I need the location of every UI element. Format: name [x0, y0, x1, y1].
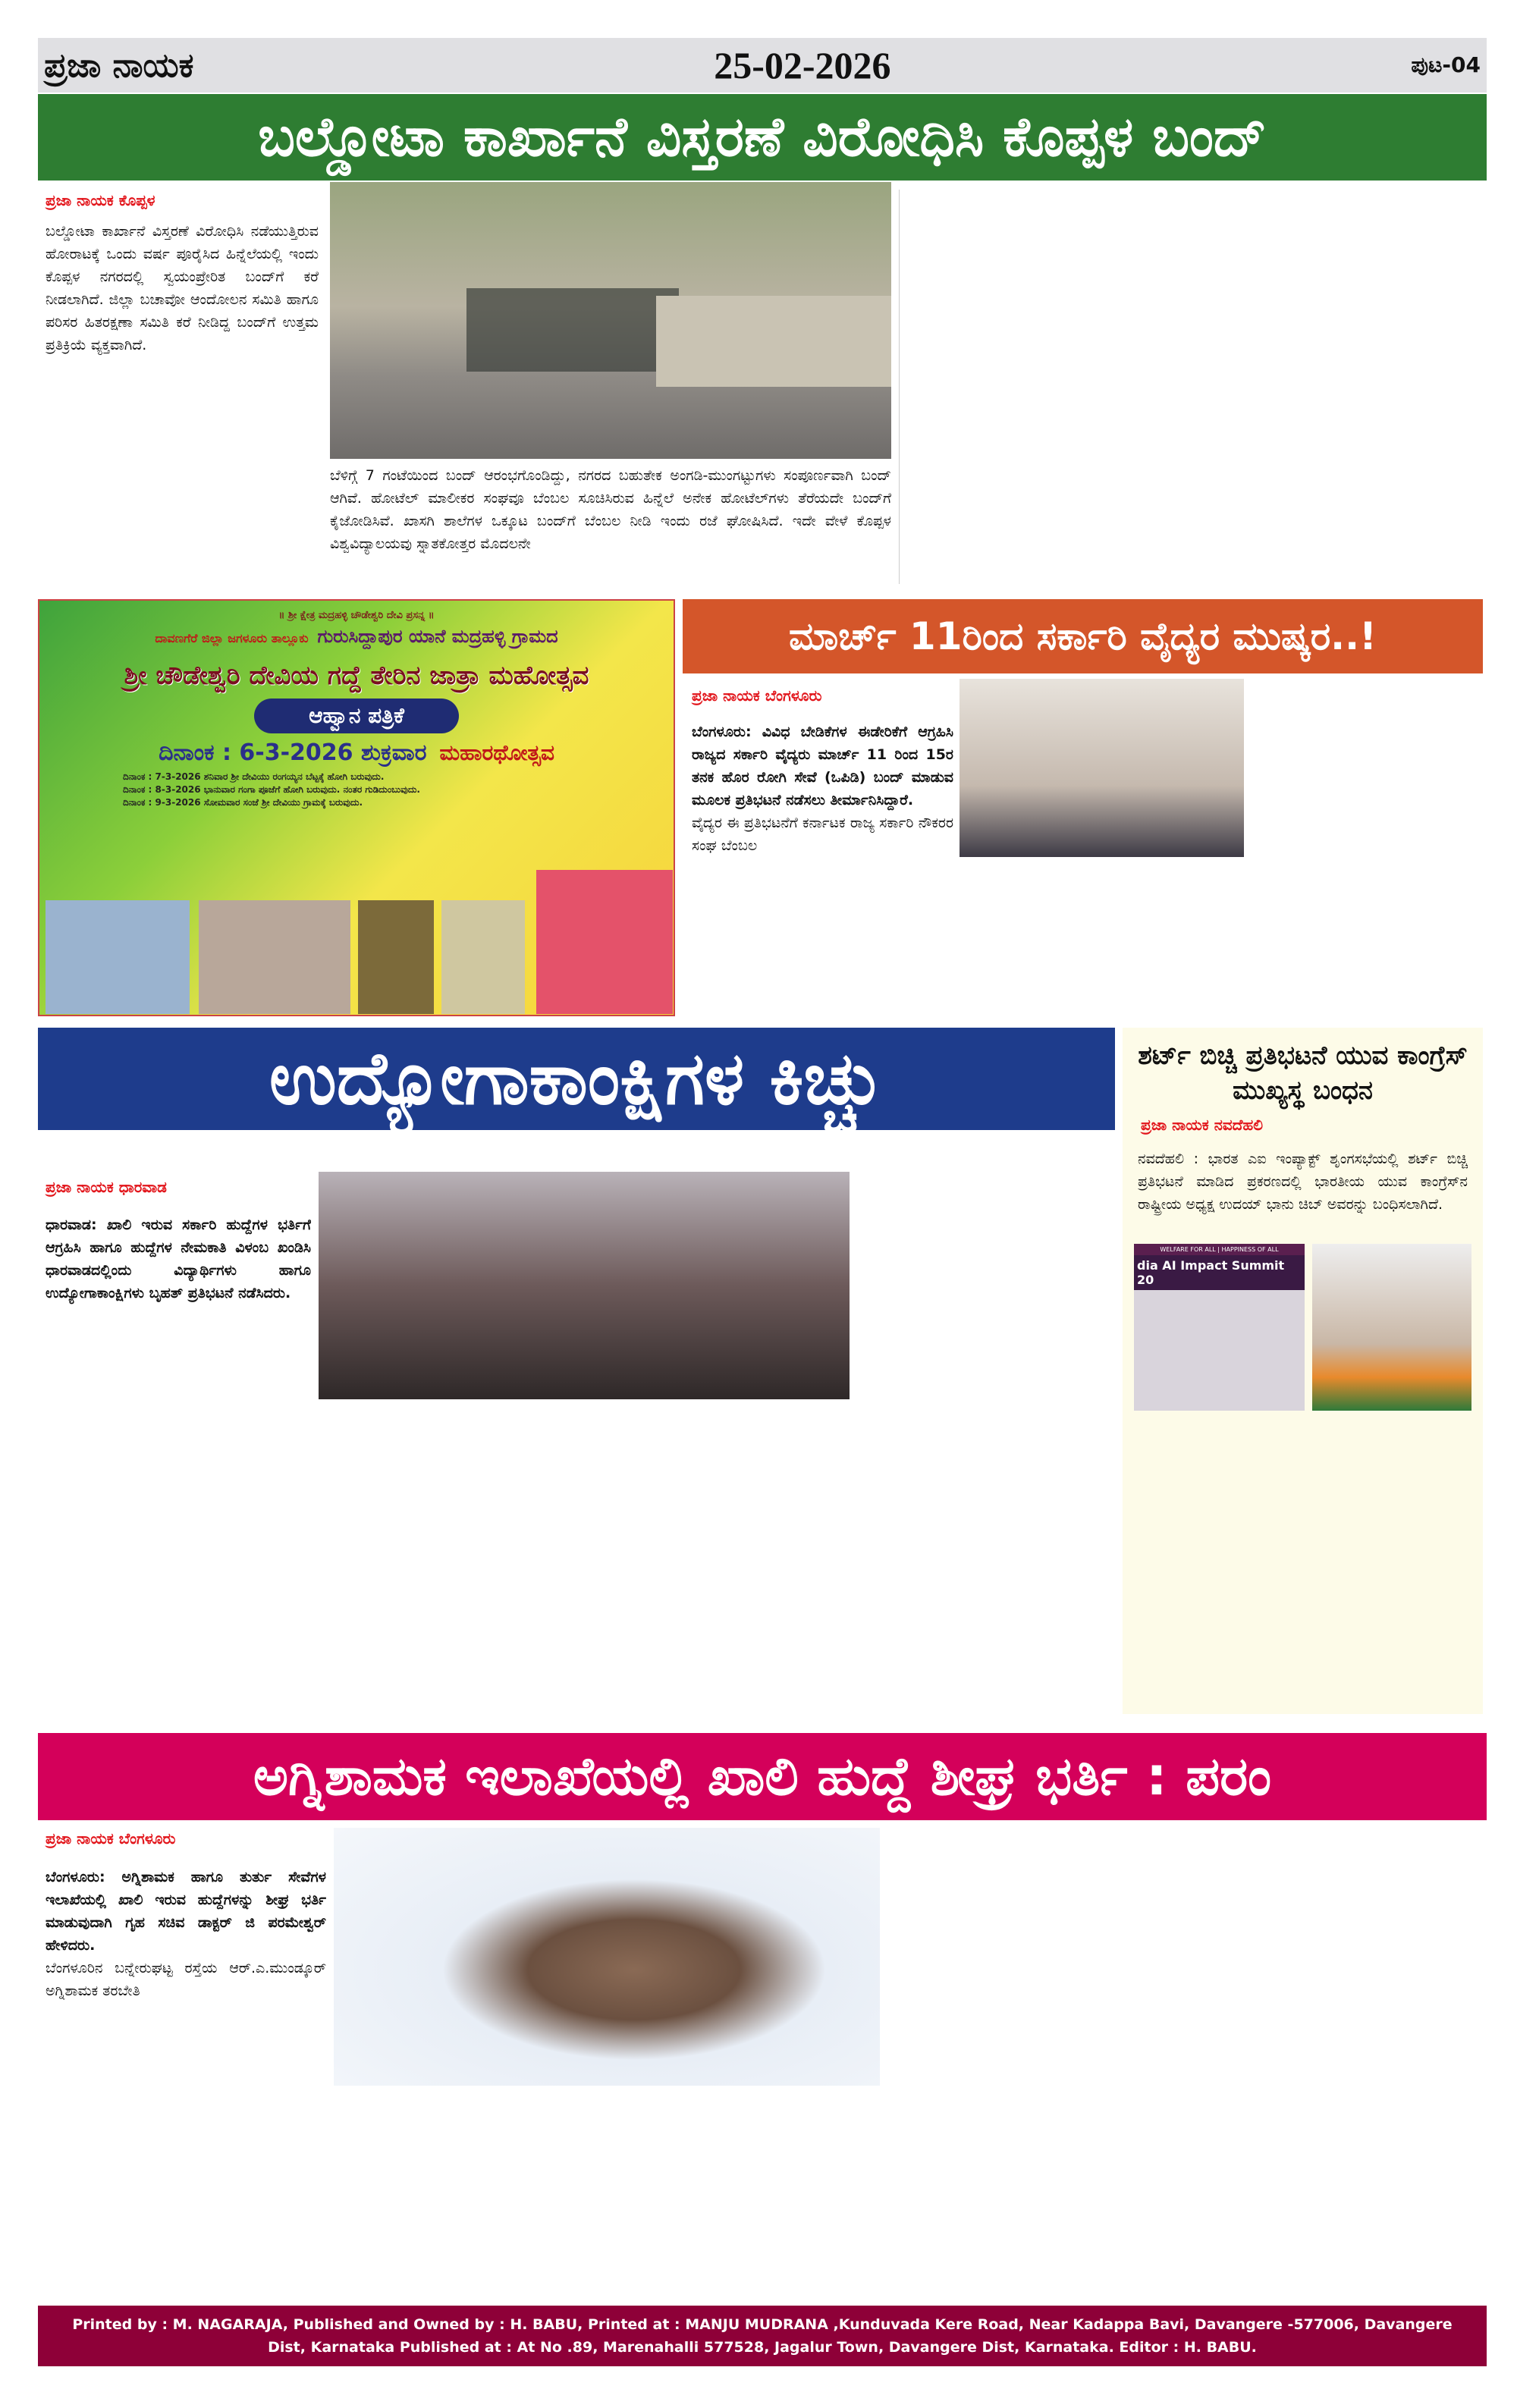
ad-schedule-item: ದಿನಾಂಕ : 7-3-2026 ಶನಿವಾರ ಶ್ರೀ ದೇವಿಯು ರಂಗಯ್ಯನ ಬೆಟ್ಟಕ್ಕೆ ಹೋಗಿ ಬರುವುದು. [123, 771, 385, 782]
chariot-photo [358, 900, 434, 1014]
story5-byline: ಪ್ರಜಾ ನಾಯಕ ಬೆಂಗಳೂರು [46, 1829, 176, 1848]
goddess-photo [441, 900, 525, 1014]
story2-byline: ಪ್ರಜಾ ನಾಯಕ ಬೆಂಗಳೂರು [692, 686, 822, 705]
story3-paragraph: ಧಾರವಾಡ: ಖಾಲಿ ಇರುವ ಸರ್ಕಾರಿ ಹುದ್ದೆಗಳ ಭರ್ತಿಗೆ ಆಗ್ರಹಿಸಿ ಹಾಗೂ ಹುದ್ದೆಗಳ ನೇಮಕಾತಿ ವಿಳಂಬ ಖಂಡಿಸಿ ಧಾರವಾಡದಲ್ಲಿಂದು ವಿದ್ಯಾರ್ಥಿಗಳು ಹಾಗೂ ಉದ್ಯೋಗಾಕಾಂಕ್ಷಿಗಳು ಬೃಹತ್ ಪ್ರತಿಭಟನೆ ನಡೆಸಿದರು. [46, 1217, 311, 1301]
story1-column-4 [1198, 190, 1479, 584]
story1-column-1 [46, 220, 319, 584]
ad-schedule-item: ದಿನಾಂಕ : 8-3-2026 ಭಾನುವಾರ ಗಂಗಾ ಪೂಜೆಗೆ ಹೋಗಿ ಬರುವುದು. ನಂತರ ಗುಡಿದುಂಬುವುದು. [123, 784, 420, 795]
story3-headline: ಉದ್ಯೋಗಾಕಾಂಕ್ಷಿಗಳ ಕಿಚ್ಚು [38, 1028, 1115, 1130]
story4-headline: ಶರ್ಟ್ ಬಿಚ್ಚಿ ಪ್ರತಿಭಟನೆ ಯುವ ಕಾಂಗ್ರೆಸ್ ಮುಖ್ಯಸ್ಥ ಬಂಧನ [1138, 1041, 1468, 1106]
ad-schedule-item: ದಿನಾಂಕ : 9-3-2026 ಸೋಮವಾರ ಸಂಜೆ ಶ್ರೀ ದೇವಿಯು ಗ್ರಾಮಕ್ಕೆ ಬರುವುದು. [123, 797, 363, 808]
koppal-bandh-photo [330, 182, 891, 459]
imprint-footer [38, 2306, 1487, 2366]
story5-paragraph: ಬೆಂಗಳೂರು: ಅಗ್ನಿಶಾಮಕ ಹಾಗೂ ತುರ್ತು ಸೇವೆಗಳ ಇಲಾಖೆಯಲ್ಲಿ ಖಾಲಿ ಇರುವ ಹುದ್ದೆಗಳನ್ನು ಶೀಘ್ರ ಭರ್ತಿ ಮಾಡುವುದಾಗಿ ಗೃಹ ಸಚಿವ ಡಾಕ್ಟರ್ ಜಿ ಪರಮೇಶ್ವರ್ ಹೇಳಿದರು. [46, 1869, 326, 1954]
story5-column-2 [334, 2093, 880, 2298]
ad-top-line: ॥ ಶ್ರೀ ಕ್ಷೇತ್ರ ಮದ್ರಹಳ್ಳಿ ಚೌಡೇಶ್ವರಿ ದೇವಿ ಪ್ರಸನ್ನ ॥ [278, 610, 435, 621]
story1-byline: ಪ್ರಜಾ ನಾಯಕ ಕೊಪ್ಪಳ [46, 191, 155, 209]
story4-text [1138, 1147, 1468, 1246]
jatra-ad [38, 599, 675, 1016]
deity-photo [199, 900, 350, 1014]
story4-byline: ಪ್ರಜಾ ನಾಯಕ ನವದೆಹಲಿ [1141, 1116, 1264, 1134]
leader-portrait [1312, 1244, 1471, 1411]
summit-banner: dia AI Impact Summit 20 [1134, 1255, 1305, 1290]
ad-invite: ಆಹ್ವಾನ ಪತ್ರಿಕೆ [254, 699, 459, 733]
story1-column-3 [906, 190, 1187, 584]
story3-column-1 [46, 1213, 311, 1706]
story1-headline: ಬಲ್ಡೋಟಾ ಕಾರ್ಖಾನೆ ವಿಸ್ತರಣೆ ವಿರೋಧಿಸಿ ಕೊಪ್ಪಳ ಬಂದ್ [38, 94, 1487, 181]
story2-paragraph: ವೈದ್ಯರ ಈ ಪ್ರತಿಭಟನೆಗೆ ಕರ್ನಾಟಕ ರಾಜ್ಯ ಸರ್ಕಾರಿ ನೌಕರರ ಸಂಘ ಬೆಂಬಲ [692, 815, 953, 854]
story4-text-continued [1138, 1422, 1468, 1706]
story2-headline: ಮಾರ್ಚ್ 11ರಿಂದ ಸರ್ಕಾರಿ ವೈದ್ಯರ ಮುಷ್ಕರ..! [683, 599, 1483, 673]
story5-column-1 [46, 1866, 326, 2298]
story4-box [1123, 1028, 1483, 1714]
story5-column-4 [1195, 1828, 1483, 2298]
footer-line: Dist, Karnataka Published at : At No .89, Marenahalli 577528, Jagalur Town, Davangere Dist, Karnataka. Editor : H. BABU. [268, 2339, 1257, 2356]
story3-column-2 [319, 1403, 850, 1706]
story2-column-2 [960, 861, 1244, 1016]
story5-column-3 [887, 1828, 1183, 2298]
summit-protest-photo [1134, 1244, 1305, 1411]
ad-main-date: ದಿನಾಂಕ : 6-3-2026 ಶುಕ್ರವಾರ [159, 739, 427, 766]
parameshwara-photo [334, 1828, 880, 2086]
building-shape [656, 296, 891, 387]
story2-column-3 [1252, 679, 1479, 1016]
issue-date: 25-02-2026 [714, 44, 891, 86]
newspaper-name: ಪ್ರಜಾ ನಾಯಕ [44, 46, 194, 85]
ad-main-event: ಮಹಾರಥೋತ್ಸವ [439, 740, 554, 765]
doctors-protest-photo [960, 679, 1244, 857]
ad-title: ಶ್ರೀ ಚೌಡೇಶ್ವರಿ ದೇವಿಯ ಗದ್ದೆ ತೇರಿನ ಜಾತ್ರಾ ಮಹೋತ್ಸವ [124, 661, 589, 691]
story5-paragraph: ಬೆಂಗಳೂರಿನ ಬನ್ನೇರುಘಟ್ಟ ರಸ್ತೆಯ ಆರ್.ಎ.ಮುಂಡ್ಕೂರ್ ಅಗ್ನಿಶಾಮಕ ತರಬೇತಿ [46, 1960, 326, 1999]
story3-byline: ಪ್ರಜಾ ನಾಯಕ ಧಾರವಾಡ [46, 1178, 167, 1196]
story5-headline: ಅಗ್ನಿಶಾಮಕ ಇಲಾಖೆಯಲ್ಲಿ ಖಾಲಿ ಹುದ್ದೆ ಶೀಘ್ರ ಭರ್ತಿ : ಪರಂ [38, 1733, 1487, 1820]
story4-paragraph: ನವದೆಹಲಿ : ಭಾರತ ಎಐ ಇಂಪ್ಯಾಕ್ಟ್ ಶೃಂಗಸಭೆಯಲ್ಲಿ ಶರ್ಟ್ ಬಿಚ್ಚಿ ಪ್ರತಿಭಟನೆ ಮಾಡಿದ ಪ್ರಕರಣದಲ್ಲಿ ಭಾರತೀಯ ಯುವ ಕಾಂಗ್ರೆಸ್‌ನ ರಾಷ್ಟ್ರೀಯ ಅಧ್ಯಕ್ಷ ಉದಯ್ ಭಾನು ಚಿಬ್ ಅವರನ್ನು ಬಂಧಿಸಲಾಗಿದೆ. [1138, 1151, 1468, 1213]
job-seekers-protest-photo [319, 1172, 850, 1399]
page-number: ಪುಟ-04 [1411, 52, 1481, 77]
masthead [38, 38, 1487, 93]
story3-column-3 [857, 1172, 1115, 1706]
photo-caption: WELFARE FOR ALL | HAPPINESS OF ALL [1134, 1244, 1305, 1255]
story2-paragraph: ಬೆಂಗಳೂರು: ವಿವಿಧ ಬೇಡಿಕೆಗಳ ಈಡೇರಿಕೆಗೆ ಆಗ್ರಹಿಸಿ ರಾಜ್ಯದ ಸರ್ಕಾರಿ ವೈದ್ಯರು ಮಾರ್ಚ್ 11 ರಿಂದ 15ರ ತನಕ ಹೊರ ರೋಗಿ ಸೇವೆ (ಒಪಿಡಿ) ಬಂದ್ ಮಾಡುವ ಮೂಲಕ ಪ್ರತಿಭಟನೆ ನಡೆಸಲು ತೀರ್ಮಾನಿಸಿದ್ದಾರೆ. [692, 724, 953, 808]
footer-line: Printed by : M. NAGARAJA, Published and Owned by : H. BABU, Printed at : MANJU MUDRANA ,Kunduvada Kere Road, Near Kadappa Bavi, Davangere -577006, Davangere [72, 2316, 1453, 2333]
temple-photo [46, 900, 190, 1014]
rath-photo [536, 870, 673, 1014]
story1-column-2 [330, 464, 891, 586]
column-divider [899, 190, 900, 584]
ad-district: ದಾವಣಗೆರೆ ಜಿಲ್ಲಾ ಜಗಳೂರು ತಾಲ್ಲೂಕು [155, 631, 309, 645]
story1-paragraph: ಬಲ್ಡೋಟಾ ಕಾರ್ಖಾನೆ ವಿಸ್ತರಣೆ ವಿರೋಧಿಸಿ ನಡೆಯುತ್ತಿರುವ ಹೋರಾಟಕ್ಕೆ ಒಂದು ವರ್ಷ ಪೂರೈಸಿದ ಹಿನ್ನೆಲೆಯಲ್ಲಿ ಇಂದು ಕೊಪ್ಪಳ ನಗರದಲ್ಲಿ ಸ್ವಯಂಪ್ರೇರಿತ ಬಂದ್‌ಗೆ ಕರೆ ನೀಡಲಾಗಿದೆ. ಜಿಲ್ಲಾ ಬಚಾವೋ ಆಂದೋಲನ ಸಮಿತಿ ಹಾಗೂ ಪರಿಸರ ಹಿತರಕ್ಷಣಾ ಸಮಿತಿ ಕರೆ ನೀಡಿದ್ದ ಬಂದ್‌ಗೆ ಉತ್ತಮ ಪ್ರತಿಕ್ರಿಯೆ ವ್ಯಕ್ತವಾಗಿದೆ. [46, 223, 319, 353]
gate-shape [466, 288, 679, 372]
story1-paragraph: ಬೆಳಿಗ್ಗೆ 7 ಗಂಟೆಯಿಂದ ಬಂದ್ ಆರಂಭಗೊಂಡಿದ್ದು, ನಗರದ ಬಹುತೇಕ ಅಂಗಡಿ-ಮುಂಗಟ್ಟುಗಳು ಸಂಪೂರ್ಣವಾಗಿ ಬಂದ್ ಆಗಿವೆ. ಹೋಟೆಲ್ ಮಾಲೀಕರ ಸಂಘವೂ ಬೆಂಬಲ ಸೂಚಿಸಿರುವ ಹಿನ್ನೆಲೆ ಅನೇಕ ಹೋಟೆಲ್‌ಗಳು ತೆರೆಯದೇ ಬಂದ್‌ಗೆ ಕೈಜೋಡಿಸಿವೆ. ಖಾಸಗಿ ಶಾಲೆಗಳ ಒಕ್ಕೂಟ ಬಂದ್‌ಗೆ ಬೆಂಬಲ ನೀಡಿ ಇಂದು ರಜೆ ಘೋಷಿಸಿದೆ. ಇದೇ ವೇಳೆ ಕೊಪ್ಪಳ ವಿಶ್ವವಿದ್ಯಾಲಯವು ಸ್ನಾತಕೋತ್ತರ ಮೊದಲನೇ [330, 467, 891, 552]
ad-village: ಗುರುಸಿದ್ದಾಪುರ ಯಾನೆ ಮದ್ರಹಳ್ಳಿ ಗ್ರಾಮದ [317, 626, 558, 647]
story2-column-1 [692, 721, 953, 1016]
